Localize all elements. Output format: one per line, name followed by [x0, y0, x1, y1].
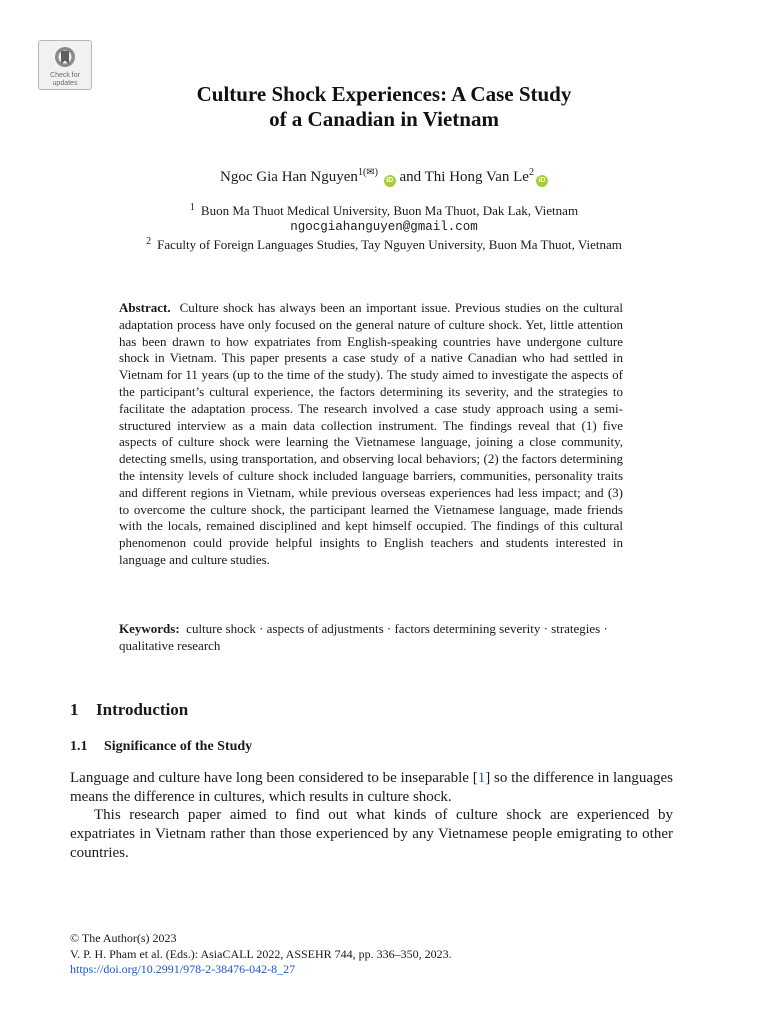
orcid-icon[interactable]: iD [384, 175, 396, 187]
copyright-line: © The Author(s) 2023 [70, 931, 177, 945]
abstract [119, 300, 623, 569]
paper-title-line1: Culture Shock Experiences: A Case Study [196, 82, 572, 106]
affiliation-text: Faculty of Foreign Languages Studies, Tay Nguyen University, Buon Ma Thuot, Vietnam [157, 237, 622, 252]
paragraph-text: ] so the difference in languages means the difference in cultures, which results in culture shock. [70, 770, 673, 805]
abstract-label: Abstract. [119, 300, 171, 315]
subsection-heading [70, 738, 252, 756]
affiliation [0, 236, 768, 253]
author-name: Ngoc Gia Han Nguyen [220, 169, 358, 185]
citation-link[interactable]: 1 [477, 770, 486, 786]
citation-line: V. P. H. Pham et al. (Eds.): AsiaCALL 2022, ASSEHR 744, pp. 336–350, 2023. [70, 946, 452, 961]
affiliation-text: Buon Ma Thuot Medical University, Buon Ma Thuot, Dak Lak, Vietnam [200, 203, 579, 218]
badge-label-line2: updates [52, 80, 78, 87]
author-superscript: 2 [528, 167, 534, 178]
author-connector: and [399, 169, 422, 185]
subsection-title: Significance of the Study [104, 739, 253, 754]
footer [70, 931, 452, 978]
badge-label-line1: Check for [50, 72, 80, 79]
keywords-text: culture shock · aspects of adjustments · factors determining severity · strategies · qualitative research [119, 621, 608, 653]
author-name: Thi Hong Van Le [424, 169, 529, 185]
update-bookmark-icon [53, 45, 77, 71]
orcid-icon[interactable]: iD [536, 175, 548, 187]
body-paragraph: This research paper aimed to find out what kinds of culture shock are experienced by expatriates in Vietnam rather than those experienced by any Vietnamese people emigrating to other countries. [70, 807, 673, 861]
keywords-label: Keywords: [119, 621, 180, 636]
affiliation [0, 202, 768, 219]
subsection-number: 1.1 [70, 739, 88, 754]
abstract-text: Culture shock has always been an important issue. Previous studies on the cultural adaptation process have only focused on the general nature of culture shock. Yet, little attention has been drawn to how expatriates from English-speaking countries have undergone culture shock in Vietnam. This paper presents a case study of a native Canadian who had settled in Vietnam for 11 years (up to the time of the study). The study aimed to investigate the aspects of the participant’s cultural experience, the factors determining its severity, and the strategies to facilitate the adaptation process. The research involved a case study approach using a semi-structured interview as a main data collection instrument. The findings reveal that (1) five aspects of culture shock were learning the Vietnamese language, joining a close community, detecting smells, using transportation, and observing local behaviors; (2) the factors determining the intensity levels of culture shock included language barriers, communities, personality traits and different regions in Vietnam, while previous overseas experiences had less impact; and (3) to overcome the culture shock, the participant learned the Vietnamese language, made friends with the locals, remained disciplined and kept himself occupied. The findings of this cultural phenomenon could provide helpful insights to English teachers and students interested in language and culture studies. [119, 300, 624, 567]
section-number: 1 [70, 700, 79, 719]
body-paragraph [70, 769, 673, 807]
keywords [119, 621, 623, 655]
paragraph-text: Language and culture have long been considered to be inseparable [ [70, 770, 478, 786]
section-heading [70, 699, 188, 721]
affiliation-number: 2 [146, 236, 152, 247]
doi-link[interactable]: https://doi.org/10.2991/978-2-38476-042-8_27 [70, 962, 296, 976]
paper-title-line2: of a Canadian in Vietnam [269, 107, 499, 131]
author-email[interactable]: ngocgiahanguyen@gmail.com [290, 220, 478, 234]
author-list [0, 167, 768, 187]
section-title: Introduction [96, 700, 189, 719]
author-superscript: 1(✉) [357, 167, 378, 178]
affiliation-number: 1 [189, 202, 195, 213]
